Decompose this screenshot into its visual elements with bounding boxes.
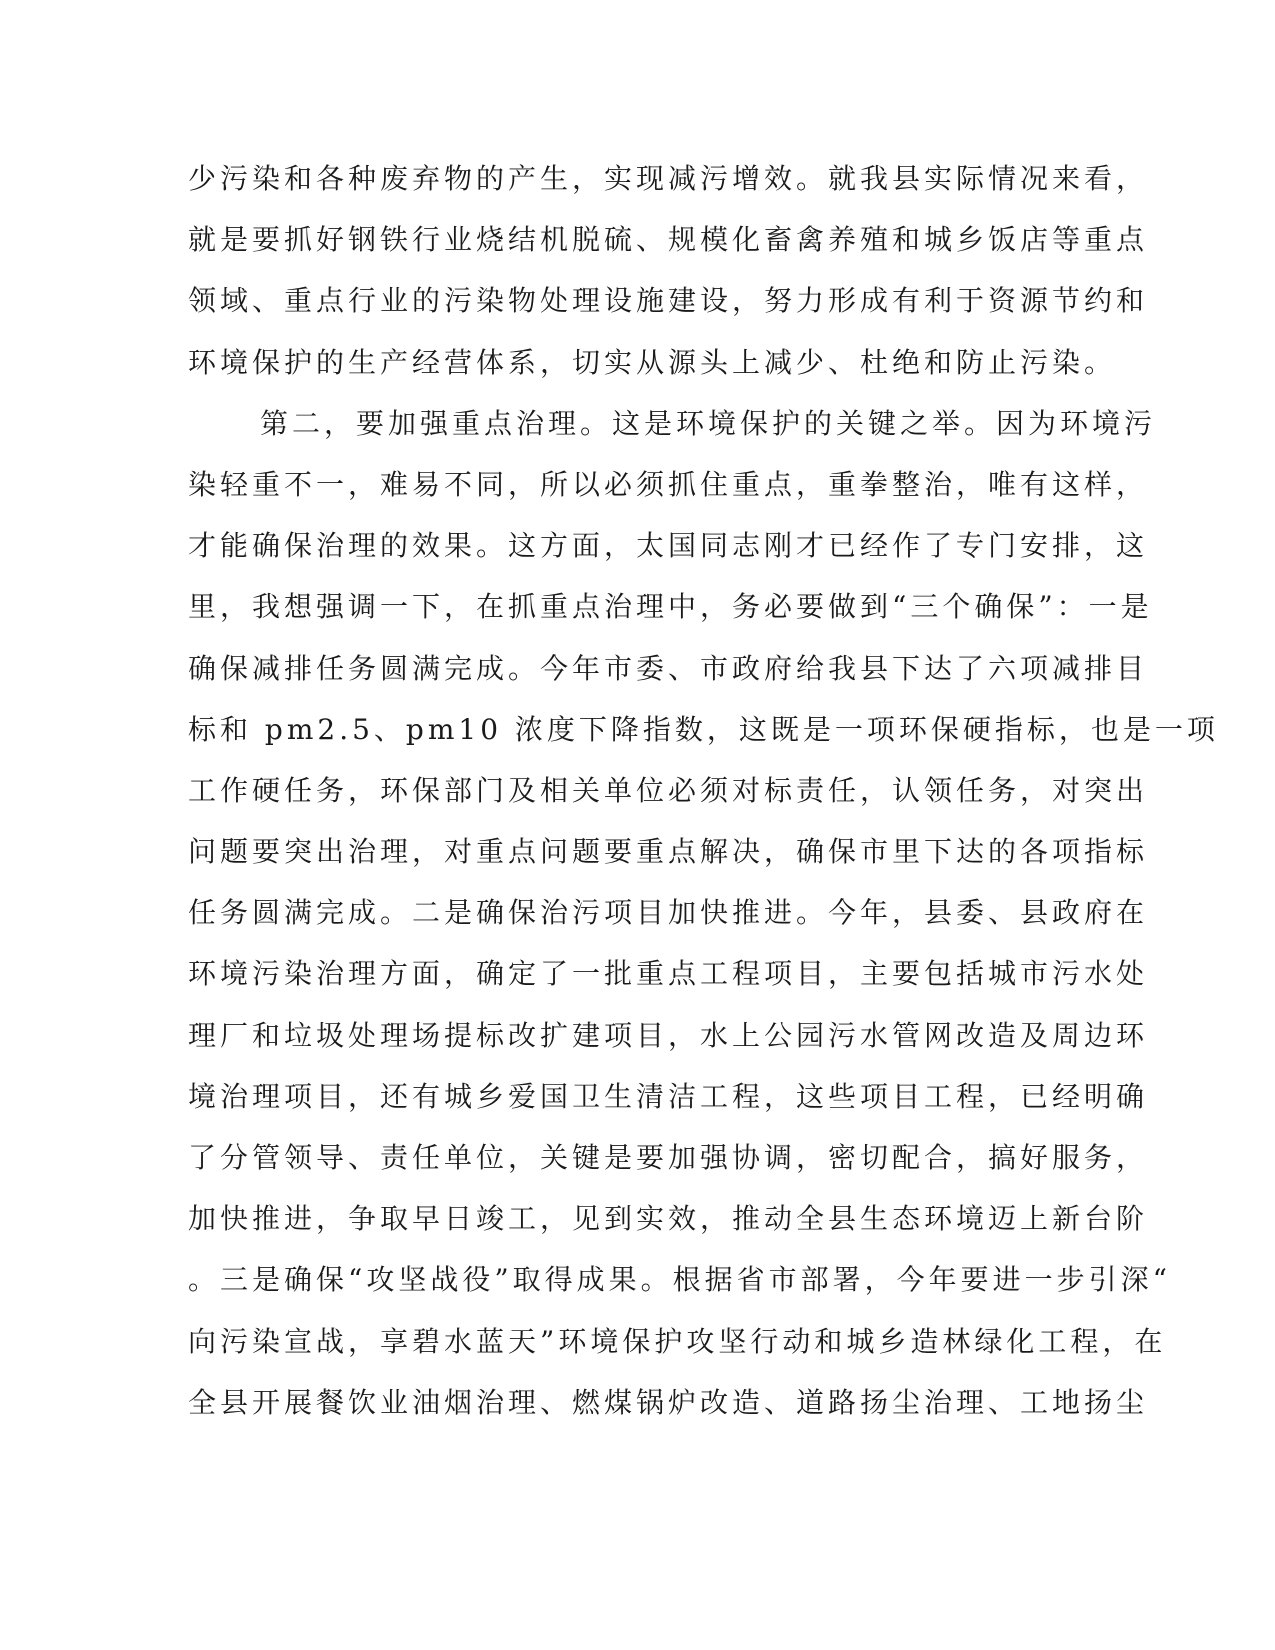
body-text bbox=[188, 148, 1219, 1433]
text-line: 环境污染治理方面，确定了一批重点工程项目，主要包括城市污水处 bbox=[188, 957, 1149, 991]
text-line: 领域、重点行业的污染物处理设施建设，努力形成有利于资源节约和 bbox=[188, 284, 1149, 318]
text-line: 任务圆满完成。二是确保治污项目加快推进。今年，县委、县政府在 bbox=[188, 896, 1149, 930]
text-line: 境治理项目，还有城乡爱国卫生清洁工程，这些项目工程，已经明确 bbox=[188, 1079, 1149, 1113]
text-line: 加快推进，争取早日竣工，见到实效，推动全县生态环境迈上新台阶 bbox=[188, 1202, 1149, 1236]
text-line: 。三是确保“攻坚战役”取得成果。根据省市部署，今年要进一步引深“ bbox=[188, 1263, 1171, 1297]
text-line: 染轻重不一，难易不同，所以必须抓住重点，重拳整治，唯有这样， bbox=[188, 467, 1149, 501]
text-line: 标和 pm2.5、pm10 浓度下降指数，这既是一项环保硬指标，也是一项 bbox=[188, 712, 1219, 746]
text-line: 向污染宣战，享碧水蓝天”环境保护攻坚行动和城乡造林绿化工程，在 bbox=[188, 1324, 1167, 1358]
text-line: 才能确保治理的效果。这方面，太国同志刚才已经作了专门安排，这 bbox=[188, 529, 1149, 563]
text-line: 问题要突出治理，对重点问题要重点解决，确保市里下达的各项指标 bbox=[188, 835, 1149, 869]
text-line: 全县开展餐饮业油烟治理、燃煤锅炉改造、道路扬尘治理、工地扬尘 bbox=[188, 1385, 1149, 1419]
text-line: 里，我想强调一下，在抓重点治理中，务必要做到“三个确保”：一是 bbox=[188, 590, 1153, 624]
paragraph-start-line: 第二，要加强重点治理。这是环境保护的关键之举。因为环境污 bbox=[260, 406, 1157, 440]
text-line: 工作硬任务，环保部门及相关单位必须对标责任，认领任务，对突出 bbox=[188, 773, 1149, 807]
text-line: 了分管领导、责任单位，关键是要加强协调，密切配合，搞好服务， bbox=[188, 1141, 1149, 1174]
text-line: 就是要抓好钢铁行业烧结机脱硫、规模化畜禽养殖和城乡饭店等重点 bbox=[188, 223, 1149, 257]
text-line: 理厂和垃圾处理场提标改扩建项目，水上公园污水管网改造及周边环 bbox=[188, 1018, 1149, 1052]
text-line: 少污染和各种废弃物的产生，实现减污增效。就我县实际情况来看， bbox=[188, 162, 1149, 195]
text-line: 确保减排任务圆满完成。今年市委、市政府给我县下达了六项减排目 bbox=[188, 651, 1149, 685]
text-line: 环境保护的生产经营体系，切实从源头上减少、杜绝和防止污染。 bbox=[188, 345, 1117, 379]
